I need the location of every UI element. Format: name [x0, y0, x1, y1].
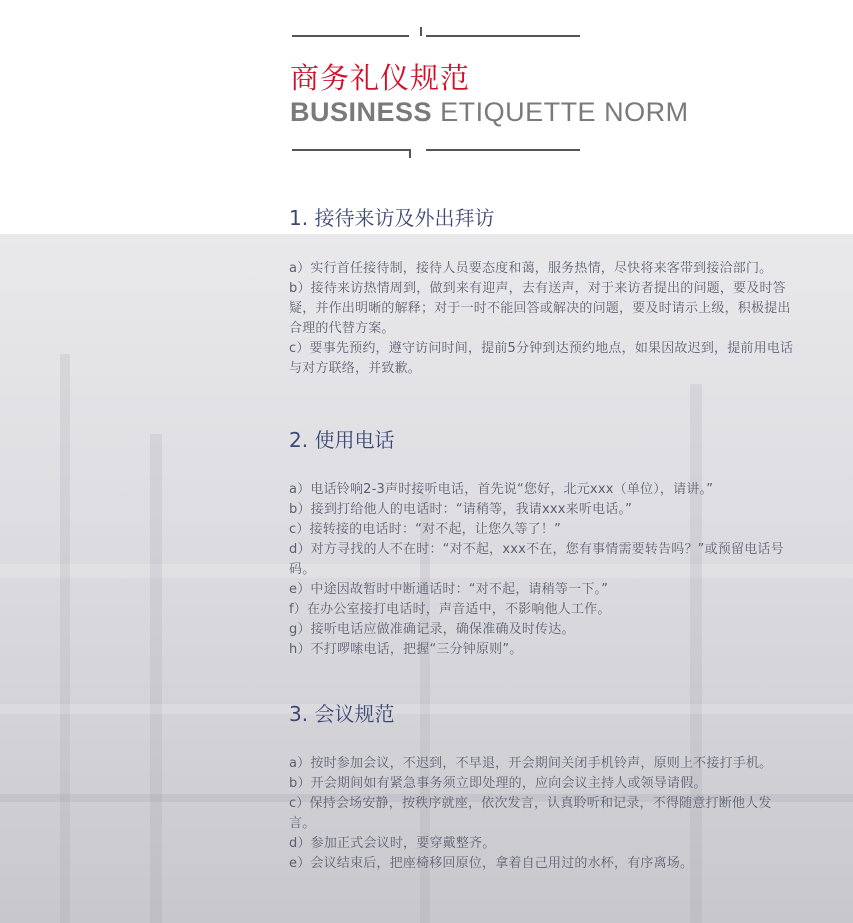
- section-list: [289, 259, 794, 379]
- list-item: a）电话铃响2-3声时接听电话，首先说“您好，北元xxx（单位），请讲。”: [289, 482, 714, 497]
- bottom-left-rule: [292, 149, 409, 151]
- subtitle-bold: BUSINESS: [290, 97, 433, 127]
- list-item: e）中途因故暂时中断通话时：“对不起，请稍等一下。”: [289, 582, 609, 597]
- section-reception: [289, 206, 794, 379]
- subtitle-light: ETIQUETTE NORM: [440, 97, 689, 127]
- list-item: b）接到打给他人的电话时：“请稍等，我请xxx来听电话。”: [289, 502, 633, 517]
- section-heading: 3. 会议规范: [289, 702, 395, 726]
- bottom-right-rule: [426, 149, 580, 151]
- list-item: c）接转接的电话时：“对不起，让您久等了！”: [289, 522, 562, 537]
- top-tick: [420, 27, 422, 36]
- section-heading: 2. 使用电话: [289, 428, 395, 452]
- list-item: a）按时参加会议，不迟到，不早退，开会期间关闭手机铃声，原则上不接打手机。: [289, 756, 773, 771]
- list-item: e）会议结束后，把座椅移回原位，拿着自己用过的水杯，有序离场。: [289, 856, 694, 871]
- page-subtitle: [290, 97, 689, 128]
- list-item: d）对方寻找的人不在时：“对不起，xxx不在，您有事情需要转告吗？”或预留电话号码。: [289, 542, 784, 577]
- list-item: a）实行首任接待制，接待人员要态度和蔼，服务热情，尽快将来客带到接洽部门。: [289, 261, 773, 276]
- list-item: h）不打啰嗦电话，把握“三分钟原则”。: [289, 642, 523, 657]
- section-phone: [289, 428, 794, 660]
- section-list: [289, 754, 794, 874]
- section-heading: 1. 接待来访及外出拜访: [289, 206, 495, 230]
- list-item: b）开会期间如有紧急事务须立即处理的，应向会议主持人或领导请假。: [289, 776, 707, 791]
- list-item: d）参加正式会议时，要穿戴整齐。: [289, 836, 496, 851]
- list-item: g）接听电话应做准确记录，确保准确及时传达。: [289, 622, 575, 637]
- bottom-tick: [409, 149, 411, 158]
- list-item: b）接待来访热情周到，做到来有迎声，去有送声，对于来访者提出的问题，要及时答疑，并作出明晰的解释；对于一时不能回答或解决的问题，要及时请示上级，积极提出合理的代替方案。: [289, 281, 791, 336]
- top-left-rule: [292, 35, 409, 37]
- page-title: 商务礼仪规范: [290, 61, 471, 95]
- top-right-rule: [426, 35, 580, 37]
- list-item: c）保持会场安静，按秩序就座，依次发言，认真聆听和记录，不得随意打断他人发言。: [289, 796, 772, 831]
- list-item: f）在办公室接打电话时，声音适中，不影响他人工作。: [289, 602, 611, 617]
- section-meeting: [289, 702, 794, 874]
- list-item: c）要事先预约，遵守访问时间，提前5分钟到达预约地点，如果因故迟到，提前用电话与对方联络，并致歉。: [289, 341, 794, 376]
- section-list: [289, 480, 794, 660]
